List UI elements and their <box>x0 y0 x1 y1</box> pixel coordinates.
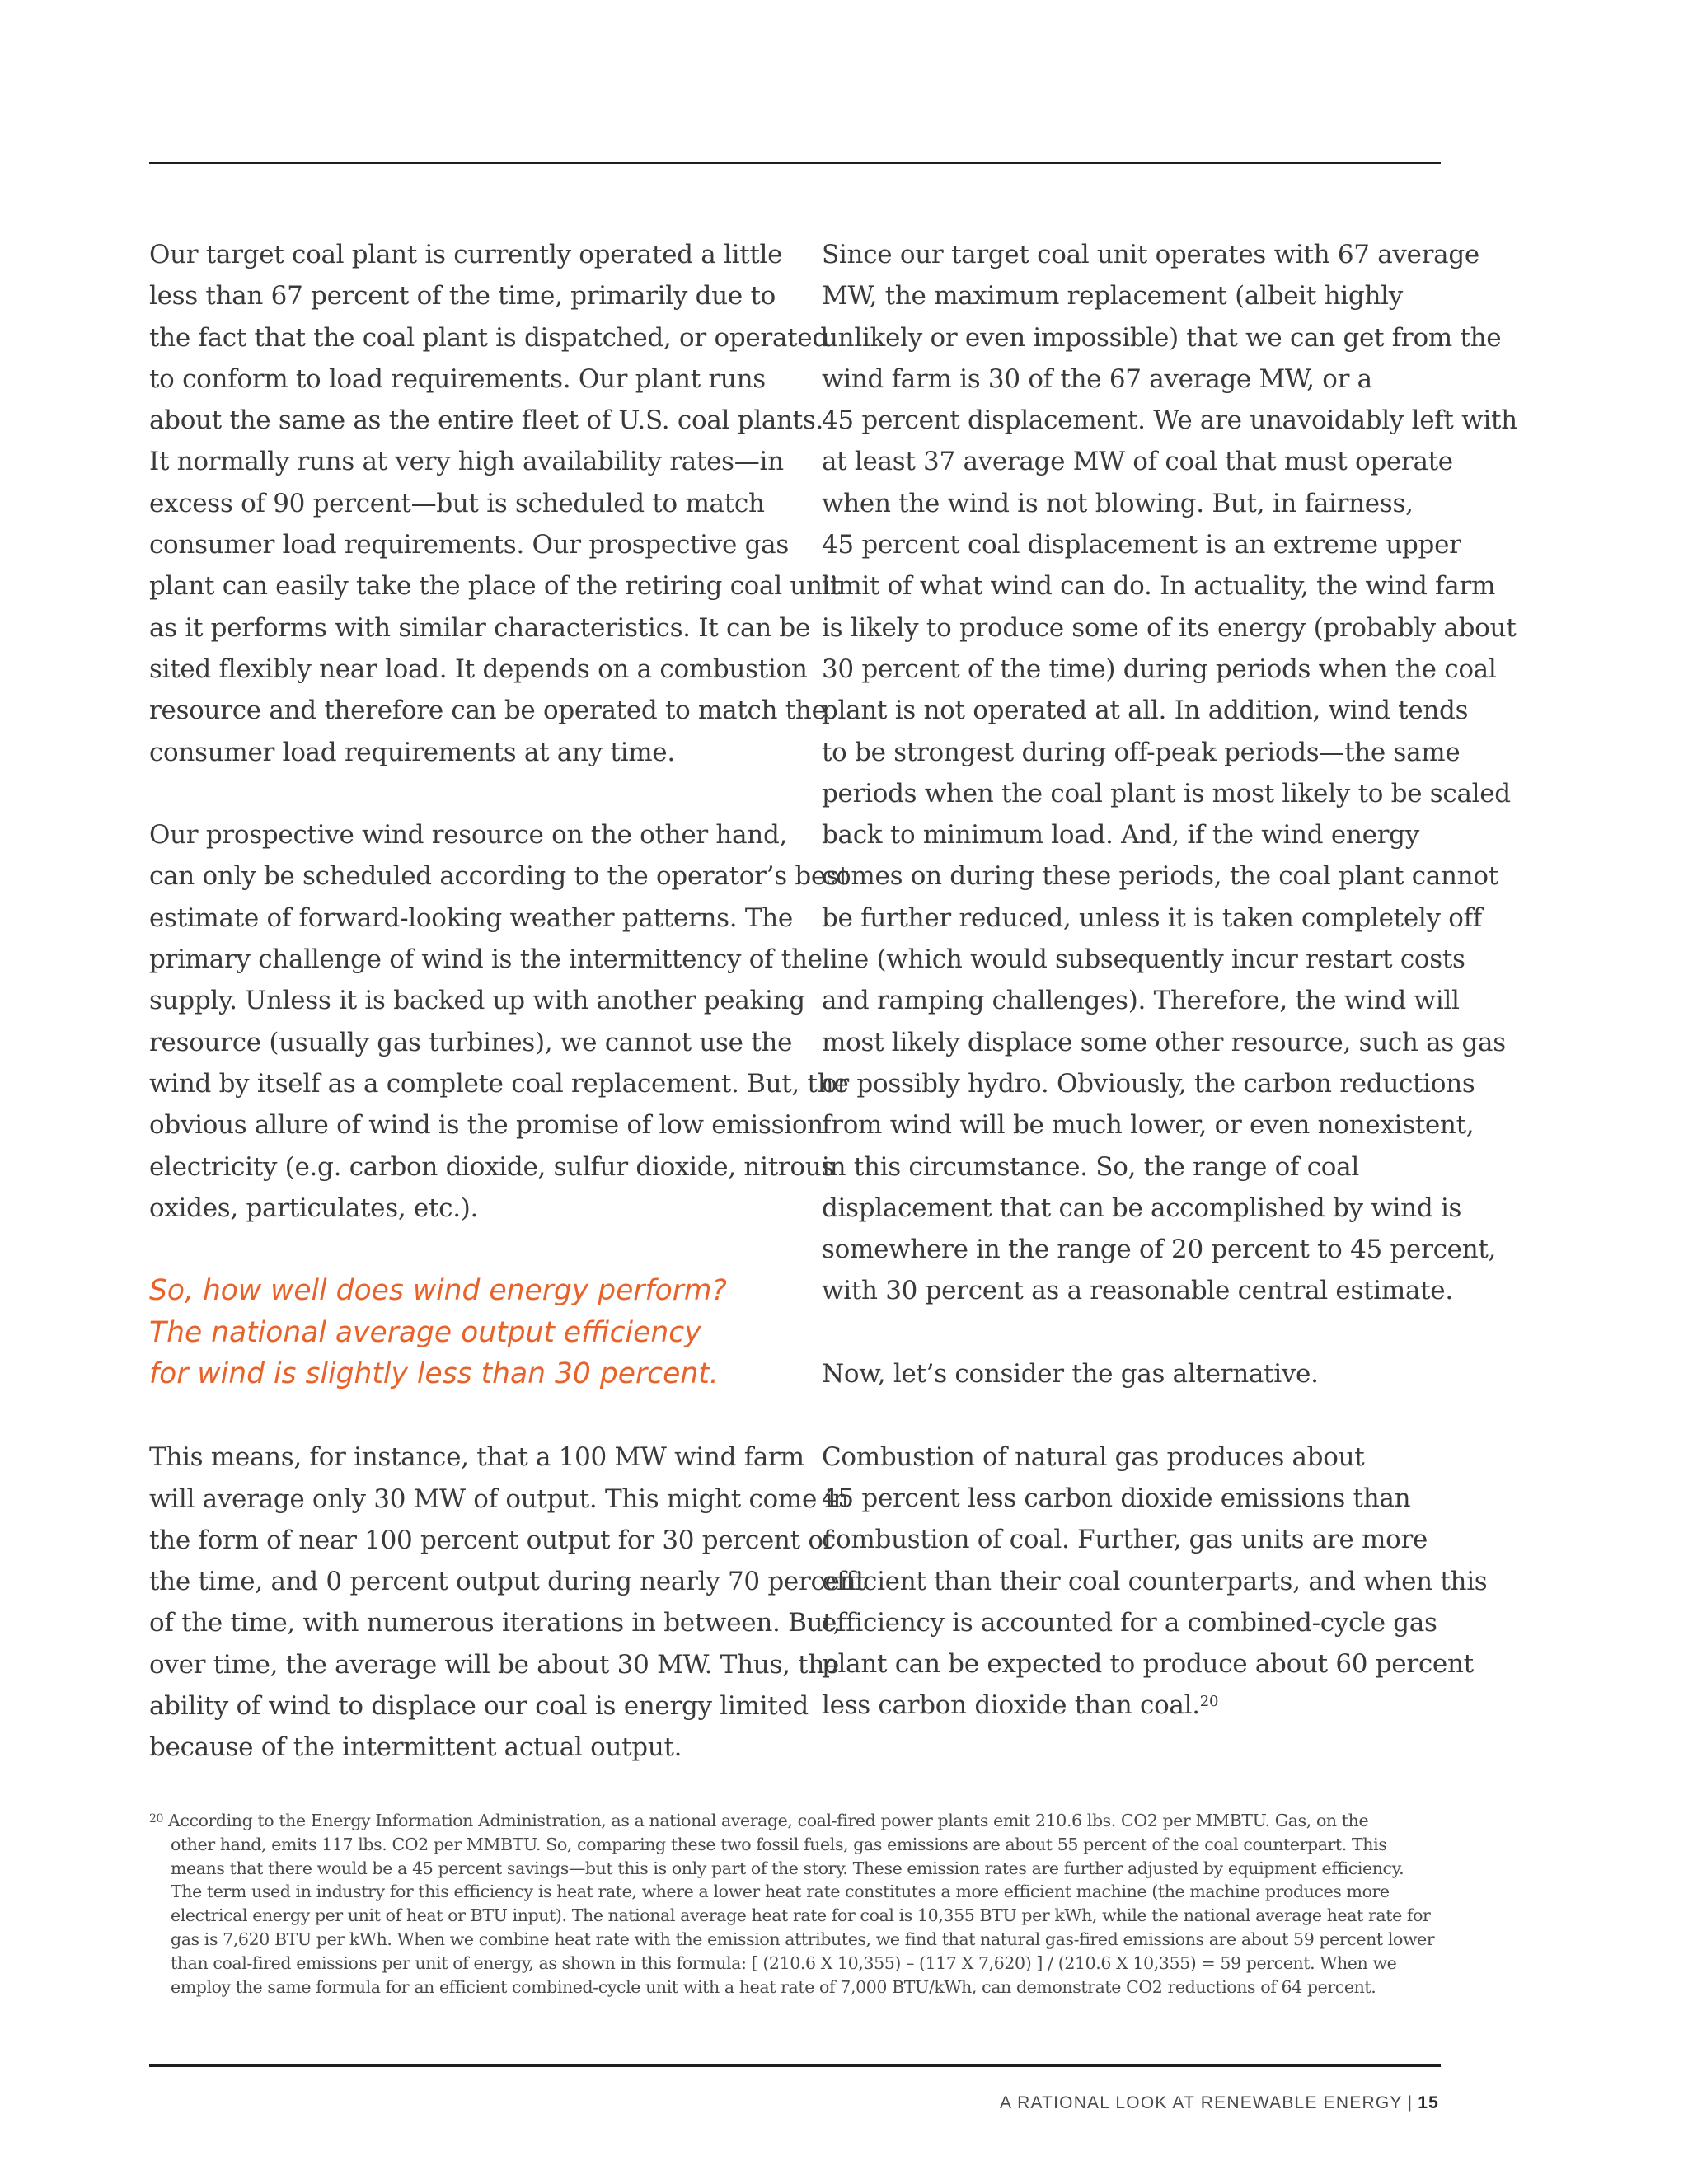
publication-title: A RATIONAL LOOK AT RENEWABLE ENERGY <box>1000 2093 1403 2112</box>
text-line: resource (usually gas turbines), we cannot use the <box>149 1027 793 1057</box>
text-line: will average only 30 MW of output. This might come in <box>149 1483 849 1514</box>
footnote-line: other hand, emits 117 lbs. CO2 per MMBTU. So, comparing these two fossil fuels, gas emissions are about 55 percent of the coal counterpart. This <box>171 1834 1387 1854</box>
text-line: most likely displace some other resource, such as gas <box>822 1027 1506 1057</box>
left-column <box>149 234 866 1810</box>
top-rule <box>149 162 1441 164</box>
text-line: Our prospective wind resource on the other hand, <box>149 820 788 851</box>
text-line: when the wind is not blowing. But, in fairness, <box>822 488 1414 518</box>
text-line: obvious allure of wind is the promise of low emission <box>149 1110 823 1141</box>
text-line: and ramping challenges). Therefore, the wind will <box>822 986 1460 1016</box>
text-line: efficient than their coal counterparts, and when this <box>822 1566 1488 1596</box>
text-line: 30 percent of the time) during periods when the coal <box>822 654 1497 684</box>
footnote-line: gas is 7,620 BTU per kWh. When we combine heat rate with the emission attributes, we find that natural gas-fired emissions are about 59 percent lower <box>171 1929 1435 1949</box>
text-line: sited flexibly near load. It depends on a combustion <box>149 654 808 684</box>
text-line: limit of what wind can do. In actuality, the wind farm <box>822 571 1496 602</box>
text-line <box>822 1685 1456 1726</box>
paragraph-gas-combustion <box>822 1436 1488 1727</box>
text-line: 45 percent less carbon dioxide emissions than <box>822 1483 1411 1513</box>
text-line: about the same as the entire fleet of U.S. coal plants. <box>149 405 824 436</box>
pull-quote-line: The national average output efficiency <box>149 1315 701 1349</box>
paragraph-wind-output <box>149 1436 866 1768</box>
pull-quote <box>149 1270 784 1395</box>
text-line: over time, the average will be about 30 MW. Thus, the <box>149 1649 840 1680</box>
text-line: Now, let’s consider the gas alternative. <box>822 1359 1319 1390</box>
footnote-text: According to the Energy Information Administration, as a national average, coal-fired power plants emit 210.6 lbs. CO2 per MMBTU. Gas, on the <box>168 1811 1369 1830</box>
text-line: as it performs with similar characteristics. It can be <box>149 612 811 643</box>
text-line: wind farm is 30 of the 67 average MW, or a <box>822 363 1372 394</box>
text-line: of the time, with numerous iterations in between. But, <box>149 1608 841 1638</box>
pull-quote-line: for wind is slightly less than 30 percent. <box>149 1357 719 1391</box>
footnote <box>149 1809 1501 1999</box>
text-line: combustion of coal. Further, gas units are more <box>822 1525 1428 1555</box>
text-line: primary challenge of wind is the intermittency of the <box>149 944 823 975</box>
text-line: Combustion of natural gas produces about <box>822 1441 1365 1472</box>
paragraph-displacement <box>822 234 1517 1312</box>
text-line: ability of wind to displace our coal is energy limited <box>149 1691 809 1721</box>
text-line: or possibly hydro. Obviously, the carbon reductions <box>822 1068 1475 1099</box>
text-line: excess of 90 percent—but is scheduled to match <box>149 488 765 518</box>
text-line: MW, the maximum replacement (albeit highly <box>822 281 1403 312</box>
page-footer <box>1000 2093 1439 2113</box>
text-line: displacement that can be accomplished by wind is <box>822 1193 1462 1223</box>
text-line: It normally runs at very high availability rates—in <box>149 447 784 477</box>
text-line: Since our target coal unit operates with 67 average <box>822 240 1479 269</box>
text-line: with 30 percent as a reasonable central estimate. <box>822 1276 1453 1306</box>
text-line: oxides, particulates, etc.). <box>149 1193 479 1223</box>
text-line: in this circumstance. So, the range of coal <box>822 1151 1359 1182</box>
text-line: Our target coal plant is currently operated a little <box>149 240 783 269</box>
text-line: be further reduced, unless it is taken completely off <box>822 902 1482 933</box>
text-line: to conform to load requirements. Our plant runs <box>149 363 766 394</box>
text-line: electricity (e.g. carbon dioxide, sulfur dioxide, nitrous <box>149 1151 835 1182</box>
text-line: because of the intermittent actual output. <box>149 1732 682 1763</box>
footnote-reference[interactable]: 20 <box>1199 1693 1219 1711</box>
paragraph-wind-resource <box>149 814 849 1229</box>
bottom-rule <box>149 2064 1441 2067</box>
text-line: efficiency is accounted for a combined-cycle gas <box>822 1607 1437 1638</box>
footnote-mark: 20 <box>149 1812 164 1825</box>
footnote-line: than coal-fired emissions per unit of energy, as shown in this formula: [ (210.6 X 10,355) – (117 X 7,620) ] / (210.6 X 10,355) = 59 percent. When we <box>171 1952 1397 1973</box>
right-column <box>822 234 1517 1768</box>
text-line: estimate of forward-looking weather patterns. The <box>149 902 793 933</box>
footnote-line <box>149 1809 1501 1833</box>
text-line: plant can easily take the place of the retiring coal unit <box>149 571 841 602</box>
text-line: the fact that the coal plant is dispatched, or operated <box>149 322 828 353</box>
text-line: plant is not operated at all. In addition, wind tends <box>822 696 1469 726</box>
footnote-line: The term used in industry for this efficiency is heat rate, where a lower heat rate constitutes a more efficient machine (the machine produces more <box>171 1882 1390 1902</box>
text-line: from wind will be much lower, or even nonexistent, <box>822 1110 1475 1141</box>
text-line: 45 percent coal displacement is an extreme upper <box>822 530 1461 560</box>
text-line: periods when the coal plant is most likely to be scaled <box>822 778 1511 808</box>
page-number: 15 <box>1418 2093 1439 2112</box>
text-line: at least 37 average MW of coal that must operate <box>822 447 1453 477</box>
footnote-line: means that there would be a 45 percent savings—but this is only part of the story. These emission rates are further adjusted by equipment efficiency. <box>171 1858 1404 1878</box>
text-line: somewhere in the range of 20 percent to 45 percent, <box>822 1235 1497 1265</box>
text-line: plant can be expected to produce about 60 percent <box>822 1649 1474 1680</box>
text-line: line (which would subsequently incur restart costs <box>822 944 1465 975</box>
text-line: resource and therefore can be operated to match the <box>149 696 827 726</box>
text-line: can only be scheduled according to the operator’s best <box>149 861 849 892</box>
footer-separator: | <box>1407 2093 1414 2112</box>
text-line: 45 percent displacement. We are unavoidably left with <box>822 405 1517 436</box>
text-line: consumer load requirements at any time. <box>149 737 675 767</box>
text-line: comes on during these periods, the coal plant cannot <box>822 861 1498 892</box>
text-line: wind by itself as a complete coal replacement. But, the <box>149 1068 849 1099</box>
paragraph-gas-alternative <box>822 1353 1456 1394</box>
text-line: This means, for instance, that a 100 MW wind farm <box>149 1442 804 1473</box>
text-line: the time, and 0 percent output during nearly 70 percent <box>149 1567 866 1597</box>
footnote-line: electrical energy per unit of heat or BTU input). The national average heat rate for coal is 10,355 BTU per kWh, while the national average heat rate for <box>171 1905 1431 1926</box>
text-line: is likely to produce some of its energy (probably about <box>822 612 1517 643</box>
paragraph-coal-plant <box>149 234 841 773</box>
text-line: to be strongest during off-peak periods—the same <box>822 737 1461 767</box>
pull-quote-line: So, how well does wind energy perform? <box>149 1274 727 1308</box>
text-line: the form of near 100 percent output for 30 percent of <box>149 1525 832 1555</box>
text-line: supply. Unless it is backed up with another peaking <box>149 986 805 1016</box>
footnote-line: employ the same formula for an efficient combined-cycle unit with a heat rate of 7,000 BTU/kWh, can demonstrate CO2 reductions of 64 percent. <box>171 1976 1376 1997</box>
text-line: less than 67 percent of the time, primarily due to <box>149 281 776 312</box>
text-line: back to minimum load. And, if the wind energy <box>822 820 1419 851</box>
text-line: consumer load requirements. Our prospective gas <box>149 530 789 560</box>
text-line: unlikely or even impossible) that we can get from the <box>822 322 1502 353</box>
text-line-content: less carbon dioxide than coal. <box>822 1690 1200 1721</box>
